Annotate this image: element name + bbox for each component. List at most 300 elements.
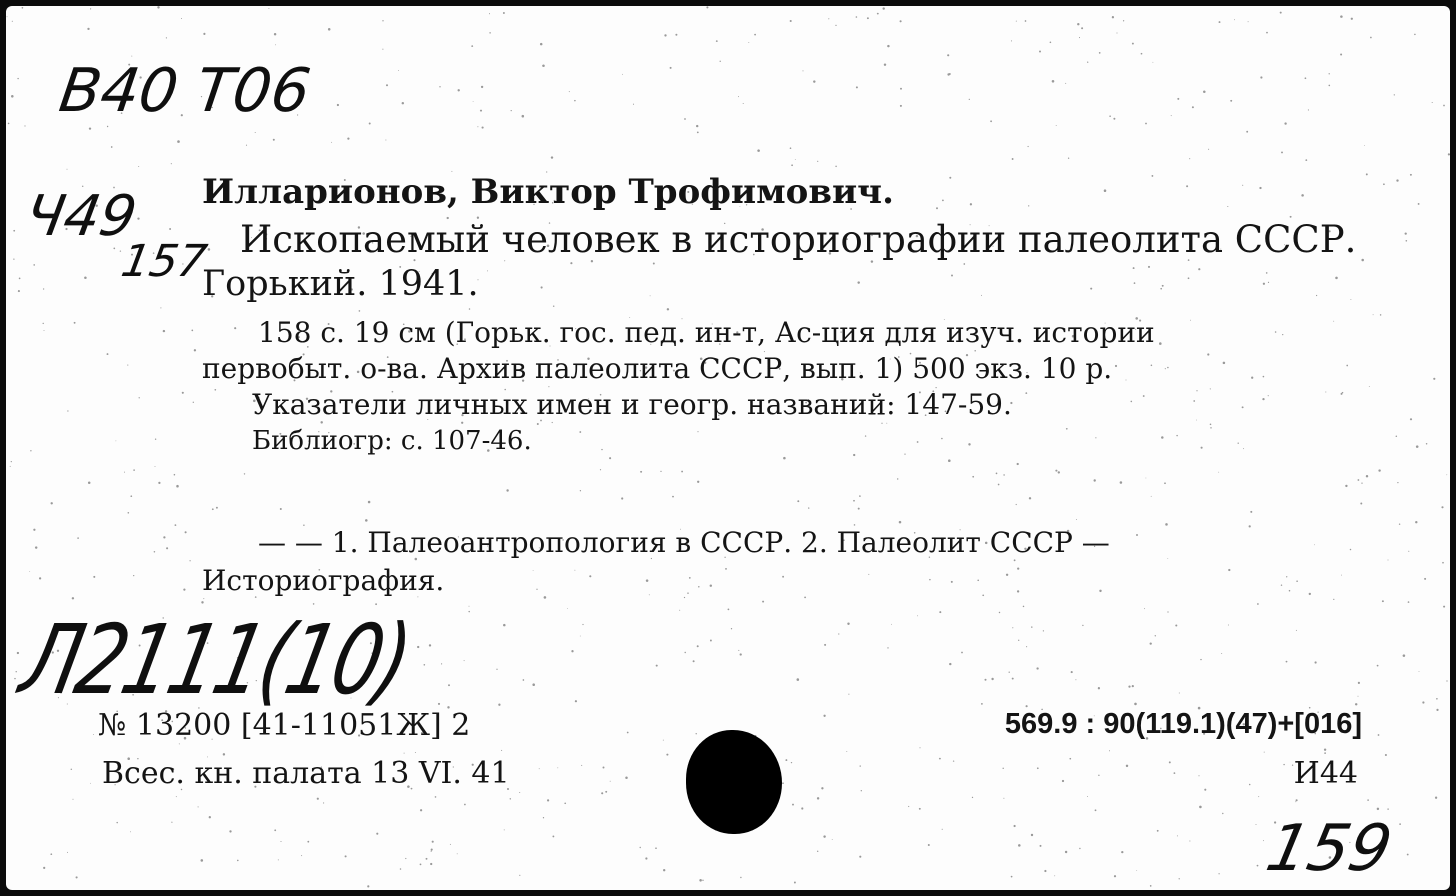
speckle-dot xyxy=(797,678,800,681)
speckle-dot xyxy=(480,110,482,112)
speckle-dot xyxy=(1098,775,1099,776)
speckle-dot xyxy=(782,782,784,784)
speckle-dot xyxy=(728,609,730,611)
speckle-dot xyxy=(246,145,247,146)
speckle-dot xyxy=(939,611,941,613)
speckle-dot xyxy=(900,88,902,90)
speckle-dot xyxy=(1342,392,1344,394)
speckle-dot xyxy=(1328,85,1330,87)
speckle-dot xyxy=(274,829,276,831)
speckle-dot xyxy=(1006,574,1008,576)
speckle-dot xyxy=(1422,701,1424,703)
speckle-dot xyxy=(93,734,94,735)
speckle-dot xyxy=(542,64,545,67)
speckle-dot xyxy=(481,86,483,88)
speckle-dot xyxy=(424,664,426,666)
speckle-dot xyxy=(996,473,998,475)
speckle-dot xyxy=(77,537,79,539)
speckle-dot xyxy=(1165,368,1166,369)
speckle-dot xyxy=(1325,392,1326,393)
speckle-dot xyxy=(1151,365,1153,367)
speckle-dot xyxy=(16,671,17,672)
speckle-dot xyxy=(429,644,431,646)
speckle-dot xyxy=(1193,400,1195,402)
speckle-dot xyxy=(90,783,91,784)
speckle-dot xyxy=(1143,395,1145,397)
speckle-dot xyxy=(621,497,623,499)
speckle-dot xyxy=(552,835,554,837)
speckle-dot xyxy=(1396,179,1398,181)
speckle-dot xyxy=(740,877,741,878)
speckle-dot xyxy=(67,852,68,853)
speckle-dot xyxy=(574,570,575,571)
speckle-dot xyxy=(857,281,859,283)
speckle-dot xyxy=(179,743,180,744)
speckle-dot xyxy=(877,13,879,15)
speckle-dot xyxy=(917,615,918,616)
speckle-dot xyxy=(953,760,954,761)
speckle-dot xyxy=(1446,474,1447,475)
speckle-dot xyxy=(1364,145,1365,146)
speckle-dot xyxy=(1177,98,1179,100)
speckle-dot xyxy=(477,126,478,127)
speckle-dot xyxy=(972,797,973,798)
speckle-dot xyxy=(861,790,862,791)
speckle-dot xyxy=(1121,851,1123,853)
speckle-dot xyxy=(999,612,1000,613)
speckle-dot xyxy=(1044,870,1046,872)
speckle-dot xyxy=(519,875,520,876)
speckle-dot xyxy=(417,646,419,648)
speckle-dot xyxy=(1132,685,1134,687)
speckle-dot xyxy=(532,683,535,686)
speckle-dot xyxy=(1296,630,1297,631)
speckle-dot xyxy=(1128,686,1130,688)
speckle-dot xyxy=(1017,567,1019,569)
speckle-dot xyxy=(1346,365,1348,367)
speckle-dot xyxy=(72,597,74,599)
speckle-dot xyxy=(7,16,8,17)
speckle-dot xyxy=(1159,342,1162,345)
speckle-dot xyxy=(963,263,965,265)
speckle-dot xyxy=(1333,321,1334,322)
speckle-dot xyxy=(1174,772,1176,774)
speckle-dot xyxy=(1410,174,1412,176)
speckle-dot xyxy=(438,703,440,705)
speckle-dot xyxy=(1415,521,1417,523)
speckle-dot xyxy=(1256,824,1257,825)
speckle-dot xyxy=(441,663,442,664)
speckle-dot xyxy=(1011,876,1013,878)
collation-line-1: 158 с. 19 см (Горьк. гос. пед. ин-т, Ас-ция для изуч. истории xyxy=(258,316,1155,349)
speckle-dot xyxy=(33,264,35,266)
speckle-dot xyxy=(1382,600,1384,602)
speckle-dot xyxy=(1109,750,1110,751)
publication-place-year: Горький. 1941. xyxy=(202,264,479,304)
speckle-dot xyxy=(1189,158,1190,159)
speckle-dot xyxy=(1179,693,1180,694)
speckle-dot xyxy=(738,650,739,651)
speckle-dot xyxy=(795,159,796,160)
speckle-dot xyxy=(646,579,649,582)
speckle-dot xyxy=(1259,187,1261,189)
speckle-dot xyxy=(19,278,21,280)
speckle-dot xyxy=(1167,558,1168,559)
speckle-dot xyxy=(331,142,332,143)
speckle-dot xyxy=(1136,534,1138,536)
speckle-dot xyxy=(1065,83,1066,84)
speckle-dot xyxy=(817,797,819,799)
speckle-dot xyxy=(280,508,282,510)
speckle-dot xyxy=(203,598,204,599)
speckle-dot xyxy=(1443,105,1445,107)
speckle-dot xyxy=(947,54,949,56)
speckle-dot xyxy=(1058,471,1060,473)
speckle-dot xyxy=(949,663,951,665)
speckle-dot xyxy=(1026,705,1028,707)
speckle-dot xyxy=(1315,661,1317,663)
speckle-dot xyxy=(1358,696,1359,697)
speckle-dot xyxy=(130,831,131,832)
speckle-dot xyxy=(24,125,25,126)
speckle-dot xyxy=(743,103,744,104)
speckle-dot xyxy=(1405,232,1407,234)
speckle-dot xyxy=(856,16,858,18)
speckle-dot xyxy=(1144,608,1145,609)
speckle-dot xyxy=(369,123,371,125)
speckle-dot xyxy=(982,594,984,596)
speckle-dot xyxy=(337,104,339,106)
speckle-dot xyxy=(237,860,239,862)
speckle-dot xyxy=(1263,283,1265,285)
speckle-dot xyxy=(320,421,322,423)
speckle-dot xyxy=(1099,52,1101,54)
speckle-dot xyxy=(1305,77,1307,79)
speckle-dot xyxy=(1260,76,1262,78)
speckle-dot xyxy=(808,507,809,508)
speckle-dot xyxy=(1281,151,1283,153)
speckle-dot xyxy=(1112,16,1114,18)
speckle-dot xyxy=(1031,626,1032,627)
speckle-dot xyxy=(754,34,756,36)
speckle-dot xyxy=(785,759,787,761)
speckle-dot xyxy=(891,624,892,625)
speckle-dot xyxy=(1099,590,1101,592)
speckle-dot xyxy=(868,574,869,575)
speckle-dot xyxy=(166,37,167,38)
speckle-dot xyxy=(1357,479,1359,481)
speckle-dot xyxy=(1054,875,1055,876)
speckle-dot xyxy=(12,21,13,22)
speckle-dot xyxy=(376,833,378,835)
speckle-dot xyxy=(881,423,882,424)
speckle-dot xyxy=(1082,625,1083,626)
speckle-dot xyxy=(605,791,607,793)
speckle-dot xyxy=(990,120,992,122)
speckle-dot xyxy=(824,644,826,646)
speckle-dot xyxy=(133,575,134,576)
speckle-dot xyxy=(382,20,383,21)
speckle-dot xyxy=(1095,437,1096,438)
speckle-dot xyxy=(139,397,140,398)
speckle-dot xyxy=(155,466,156,467)
speckle-dot xyxy=(984,679,986,681)
speckle-dot xyxy=(570,262,572,264)
speckle-dot xyxy=(155,439,156,440)
speckle-dot xyxy=(405,858,406,859)
speckle-dot xyxy=(1201,447,1203,449)
speckle-dot xyxy=(663,740,664,741)
speckle-dot xyxy=(1012,627,1013,628)
speckle-dot xyxy=(697,481,699,483)
speckle-dot xyxy=(1248,21,1249,22)
speckle-dot xyxy=(1171,115,1172,116)
speckle-dot xyxy=(797,500,799,502)
speckle-dot xyxy=(681,471,683,473)
speckle-dot xyxy=(949,177,951,179)
speckle-dot xyxy=(1192,106,1194,108)
speckle-dot xyxy=(489,13,490,14)
speckle-dot xyxy=(1028,146,1029,147)
speckle-dot xyxy=(1281,584,1282,585)
speckle-dot xyxy=(1283,764,1284,765)
speckle-dot xyxy=(1146,478,1147,479)
speckle-dot xyxy=(430,863,432,865)
record-number: № 13200 [41-11051Ж] 2 xyxy=(98,708,471,743)
speckle-dot xyxy=(84,277,87,280)
speckle-dot xyxy=(666,754,668,756)
speckle-dot xyxy=(1264,752,1265,753)
collation-line-2: первобыт. о-ва. Архив палеолита СССР, вып. 1) 500 экз. 10 р. xyxy=(202,352,1113,385)
speckle-dot xyxy=(1186,185,1188,187)
speckle-dot xyxy=(1228,625,1229,626)
speckle-dot xyxy=(551,156,553,158)
speckle-dot xyxy=(1175,624,1177,626)
speckle-dot xyxy=(970,203,972,205)
speckle-dot xyxy=(1207,353,1209,355)
speckle-dot xyxy=(72,799,73,800)
speckle-dot xyxy=(670,67,672,69)
speckle-dot xyxy=(1280,12,1282,14)
speckle-dot xyxy=(458,89,460,91)
speckle-dot xyxy=(1223,362,1226,365)
speckle-dot xyxy=(1036,667,1038,669)
speckle-dot xyxy=(166,547,168,549)
speckle-dot xyxy=(1145,123,1147,125)
speckle-dot xyxy=(255,132,256,133)
speckle-dot xyxy=(1023,606,1025,608)
speckle-dot xyxy=(1056,125,1057,126)
speckle-dot xyxy=(11,95,14,98)
speckle-dot xyxy=(22,7,24,9)
speckle-dot xyxy=(1350,299,1351,300)
speckle-dot xyxy=(622,74,623,75)
speckle-dot xyxy=(899,521,902,524)
speckle-dot xyxy=(684,652,685,653)
speckle-dot xyxy=(1196,420,1197,421)
speckle-dot xyxy=(189,560,190,561)
speckle-dot xyxy=(942,200,944,202)
speckle-dot xyxy=(817,161,818,162)
speckle-dot xyxy=(1286,661,1288,663)
speckle-dot xyxy=(699,879,702,882)
speckle-dot xyxy=(1203,90,1206,93)
speckle-dot xyxy=(1011,40,1012,41)
speckle-dot xyxy=(1361,482,1362,483)
speckle-dot xyxy=(1198,268,1200,270)
speckle-dot xyxy=(489,32,490,33)
speckle-dot xyxy=(645,857,647,859)
speckle-dot xyxy=(1335,277,1338,280)
speckle-dot xyxy=(404,753,405,754)
speckle-dot xyxy=(693,660,695,662)
speckle-dot xyxy=(35,546,37,548)
speckle-dot xyxy=(39,577,41,579)
speckle-dot xyxy=(43,288,44,289)
speckle-dot xyxy=(1251,377,1253,379)
speckle-dot xyxy=(887,45,889,47)
speckle-dot xyxy=(972,476,974,478)
speckle-dot xyxy=(469,308,471,310)
speckle-dot xyxy=(790,20,792,22)
speckle-dot xyxy=(1340,53,1342,55)
speckle-dot xyxy=(1148,266,1150,268)
speckle-dot xyxy=(17,652,19,654)
speckle-dot xyxy=(900,20,902,22)
speckle-dot xyxy=(120,250,121,251)
speckle-dot xyxy=(435,796,437,798)
speckle-dot xyxy=(138,166,139,167)
speckle-dot xyxy=(487,270,488,271)
speckle-dot xyxy=(365,519,368,522)
speckle-dot xyxy=(1266,272,1268,274)
speckle-dot xyxy=(679,610,680,611)
speckle-dot xyxy=(575,700,577,702)
speckle-dot xyxy=(244,473,245,474)
speckle-dot xyxy=(1161,436,1164,439)
speckle-dot xyxy=(1037,767,1039,769)
handwritten-shelf-mark: В40 Т06 xyxy=(55,56,315,126)
speckle-dot xyxy=(710,640,712,642)
speckle-dot xyxy=(689,577,691,579)
speckle-dot xyxy=(496,669,497,670)
speckle-dot xyxy=(1009,672,1010,673)
speckle-dot xyxy=(402,102,404,104)
speckle-dot xyxy=(601,449,602,450)
speckle-dot xyxy=(1282,334,1283,335)
speckle-dot xyxy=(897,478,898,479)
speckle-dot xyxy=(539,768,540,769)
speckle-dot xyxy=(234,327,236,329)
speckle-dot xyxy=(1090,288,1092,290)
speckle-dot xyxy=(640,847,641,848)
speckle-dot xyxy=(1268,395,1269,396)
speckle-dot xyxy=(1176,435,1177,436)
speckle-dot xyxy=(181,18,182,19)
speckle-dot xyxy=(193,402,194,403)
speckle-dot xyxy=(672,496,674,498)
speckle-dot xyxy=(1227,206,1228,207)
speckle-dot xyxy=(1406,240,1408,242)
speckle-dot xyxy=(229,830,231,832)
speckle-dot xyxy=(853,500,855,502)
speckle-dot xyxy=(420,809,422,811)
speckle-dot xyxy=(1164,482,1166,484)
speckle-dot xyxy=(1309,593,1311,595)
speckle-dot xyxy=(501,750,502,751)
speckle-dot xyxy=(473,101,474,102)
speckle-dot xyxy=(158,482,160,484)
speckle-dot xyxy=(762,601,764,603)
speckle-dot xyxy=(649,594,650,595)
speckle-dot xyxy=(1104,189,1107,192)
speckle-dot xyxy=(1210,423,1212,425)
speckle-dot xyxy=(1397,482,1398,483)
speckle-dot xyxy=(1296,580,1298,582)
speckle-dot xyxy=(67,410,68,411)
speckle-dot xyxy=(1377,665,1379,667)
speckle-dot xyxy=(1169,761,1171,763)
speckle-dot xyxy=(650,295,651,296)
speckle-dot xyxy=(977,579,979,581)
speckle-dot xyxy=(1031,834,1033,836)
speckle-dot xyxy=(171,163,172,164)
speckle-dot xyxy=(1419,671,1420,672)
speckle-dot xyxy=(541,286,543,288)
speckle-dot xyxy=(738,96,739,97)
speckle-dot xyxy=(1018,640,1019,641)
speckle-dot xyxy=(1065,851,1067,853)
speckle-dot xyxy=(1388,560,1389,561)
speckle-dot xyxy=(1018,844,1021,847)
speckle-dot xyxy=(543,817,544,818)
speckle-dot xyxy=(90,8,91,9)
speckle-dot xyxy=(1366,475,1368,477)
speckle-dot xyxy=(307,841,309,843)
speckle-dot xyxy=(1076,519,1077,520)
speckle-dot xyxy=(813,80,815,82)
speckle-dot xyxy=(14,678,15,679)
speckle-dot xyxy=(1387,808,1388,809)
speckle-dot xyxy=(1408,601,1410,603)
speckle-dot xyxy=(93,576,95,578)
udc-classification: 569.9 : 90(119.1)(47)+[016] xyxy=(1004,708,1362,740)
speckle-dot xyxy=(1016,504,1017,505)
speckle-dot xyxy=(1081,27,1083,29)
speckle-dot xyxy=(858,508,860,510)
speckle-dot xyxy=(1131,401,1133,403)
speckle-dot xyxy=(1210,427,1211,428)
speckle-dot xyxy=(1436,709,1438,711)
speckle-dot xyxy=(981,703,983,705)
speckle-dot xyxy=(368,501,371,504)
speckle-dot xyxy=(457,853,458,854)
speckle-dot xyxy=(1165,523,1168,526)
speckle-dot xyxy=(603,767,605,769)
speckle-dot xyxy=(29,571,30,572)
speckle-dot xyxy=(1314,544,1315,545)
speckle-dot xyxy=(431,849,433,851)
speckle-dot xyxy=(275,44,276,45)
handwritten-page-number: 159 xyxy=(1260,812,1399,886)
speckle-dot xyxy=(1179,878,1180,879)
speckle-dot xyxy=(725,568,727,570)
speckle-dot xyxy=(1441,506,1443,508)
speckle-dot xyxy=(1210,388,1211,389)
speckle-dot xyxy=(571,650,573,652)
punch-hole xyxy=(686,730,782,834)
speckle-dot xyxy=(1410,418,1412,420)
